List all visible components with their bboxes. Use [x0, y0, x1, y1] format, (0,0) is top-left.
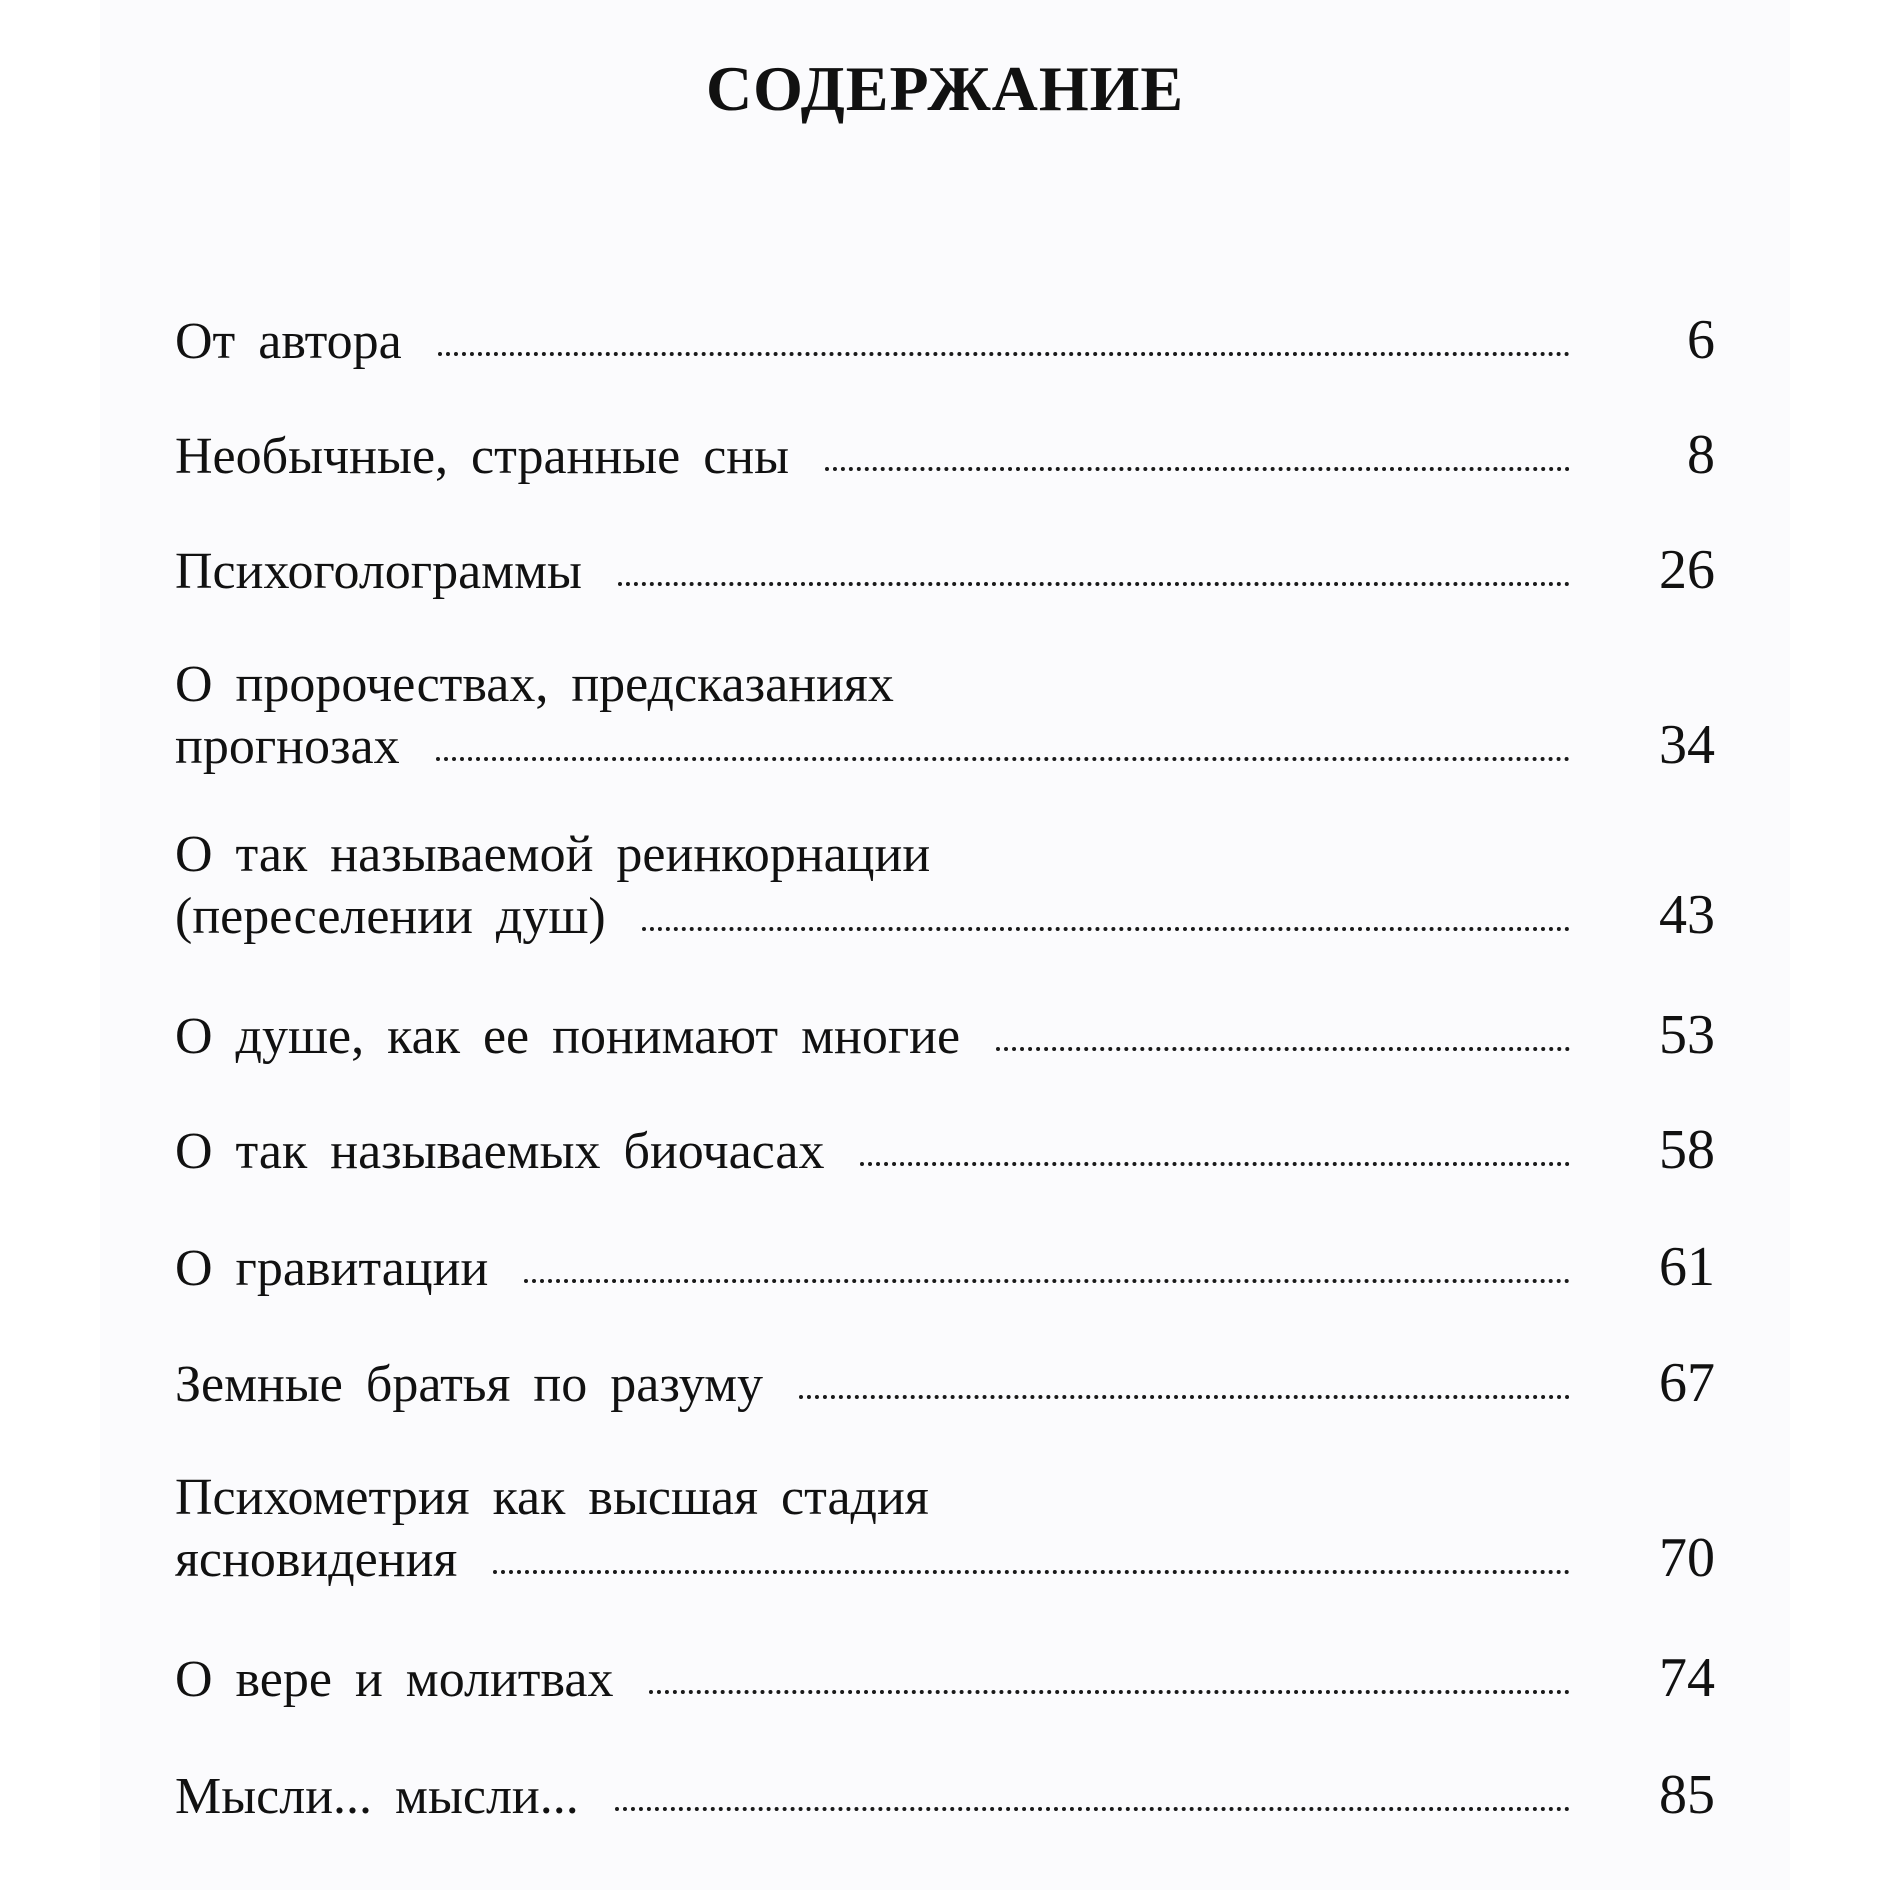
toc-entry-page: 61: [1659, 1236, 1715, 1298]
toc-entry-title-line: О так называемой реинкорнации: [175, 826, 931, 883]
toc-entry-title-line: О пророчествах, предсказаниях: [175, 656, 894, 713]
dot-leader: [618, 582, 1570, 586]
toc-entry[interactable]: [175, 825, 1715, 947]
toc-entry[interactable]: [175, 310, 1715, 372]
dot-leader: [436, 757, 1570, 761]
toc-entry-page: 6: [1687, 309, 1715, 371]
toc-entry-page: 85: [1659, 1764, 1715, 1826]
toc-entry[interactable]: [175, 1237, 1715, 1299]
toc-entry-page: 34: [1659, 714, 1715, 776]
dot-leader: [642, 927, 1570, 931]
toc-entry-page: 58: [1659, 1119, 1715, 1181]
toc-entry-page: 70: [1659, 1527, 1715, 1589]
toc-entry-page: 43: [1659, 884, 1715, 946]
toc-entry-page: 74: [1659, 1647, 1715, 1709]
dot-leader: [799, 1395, 1570, 1399]
page-title: СОДЕРЖАНИЕ: [705, 53, 1185, 124]
toc-entry[interactable]: [175, 655, 1715, 777]
toc-entry-page: 53: [1659, 1004, 1715, 1066]
toc-entry[interactable]: [175, 540, 1715, 602]
toc-entry-page: 26: [1659, 539, 1715, 601]
toc-entry-title: О вере и молитвах: [175, 1651, 614, 1708]
toc-entry[interactable]: [175, 1120, 1715, 1182]
dot-leader: [860, 1162, 1570, 1166]
toc-entry-title: прогнозах: [175, 718, 400, 775]
toc-entry[interactable]: [175, 1005, 1715, 1067]
toc-entry[interactable]: [175, 425, 1715, 487]
toc-entry-title-line: Психометрия как высшая стадия: [175, 1469, 929, 1526]
toc-entry-title: Психоголограммы: [175, 543, 582, 600]
dot-leader: [996, 1047, 1570, 1051]
dot-leader: [825, 467, 1570, 471]
toc-entry-title: (переселении душ): [175, 888, 606, 945]
dot-leader: [438, 352, 1570, 356]
toc-entry-title: От автора: [175, 313, 402, 370]
toc-entry-title: О душе, как ее понимают многие: [175, 1008, 961, 1065]
toc-entry-title: О так называемых биочасах: [175, 1123, 825, 1180]
dot-leader: [649, 1690, 1570, 1694]
toc-entry-page: 8: [1687, 424, 1715, 486]
dot-leader: [493, 1570, 1570, 1574]
dot-leader: [524, 1279, 1570, 1283]
toc-entry[interactable]: [175, 1765, 1715, 1827]
toc-entry[interactable]: [175, 1468, 1715, 1590]
toc-entry-title: Необычные, странные сны: [175, 428, 790, 485]
toc-entry[interactable]: [175, 1648, 1715, 1710]
toc-entry-title: О гравитации: [175, 1240, 489, 1297]
dot-leader: [615, 1807, 1570, 1811]
toc-entry-title: Мысли... мысли...: [175, 1768, 579, 1825]
toc-entry-title: Земные братья по разуму: [175, 1356, 764, 1413]
toc-entry-page: 67: [1659, 1352, 1715, 1414]
toc-entry[interactable]: [175, 1353, 1715, 1415]
toc-entry-title: ясновидения: [175, 1531, 458, 1588]
